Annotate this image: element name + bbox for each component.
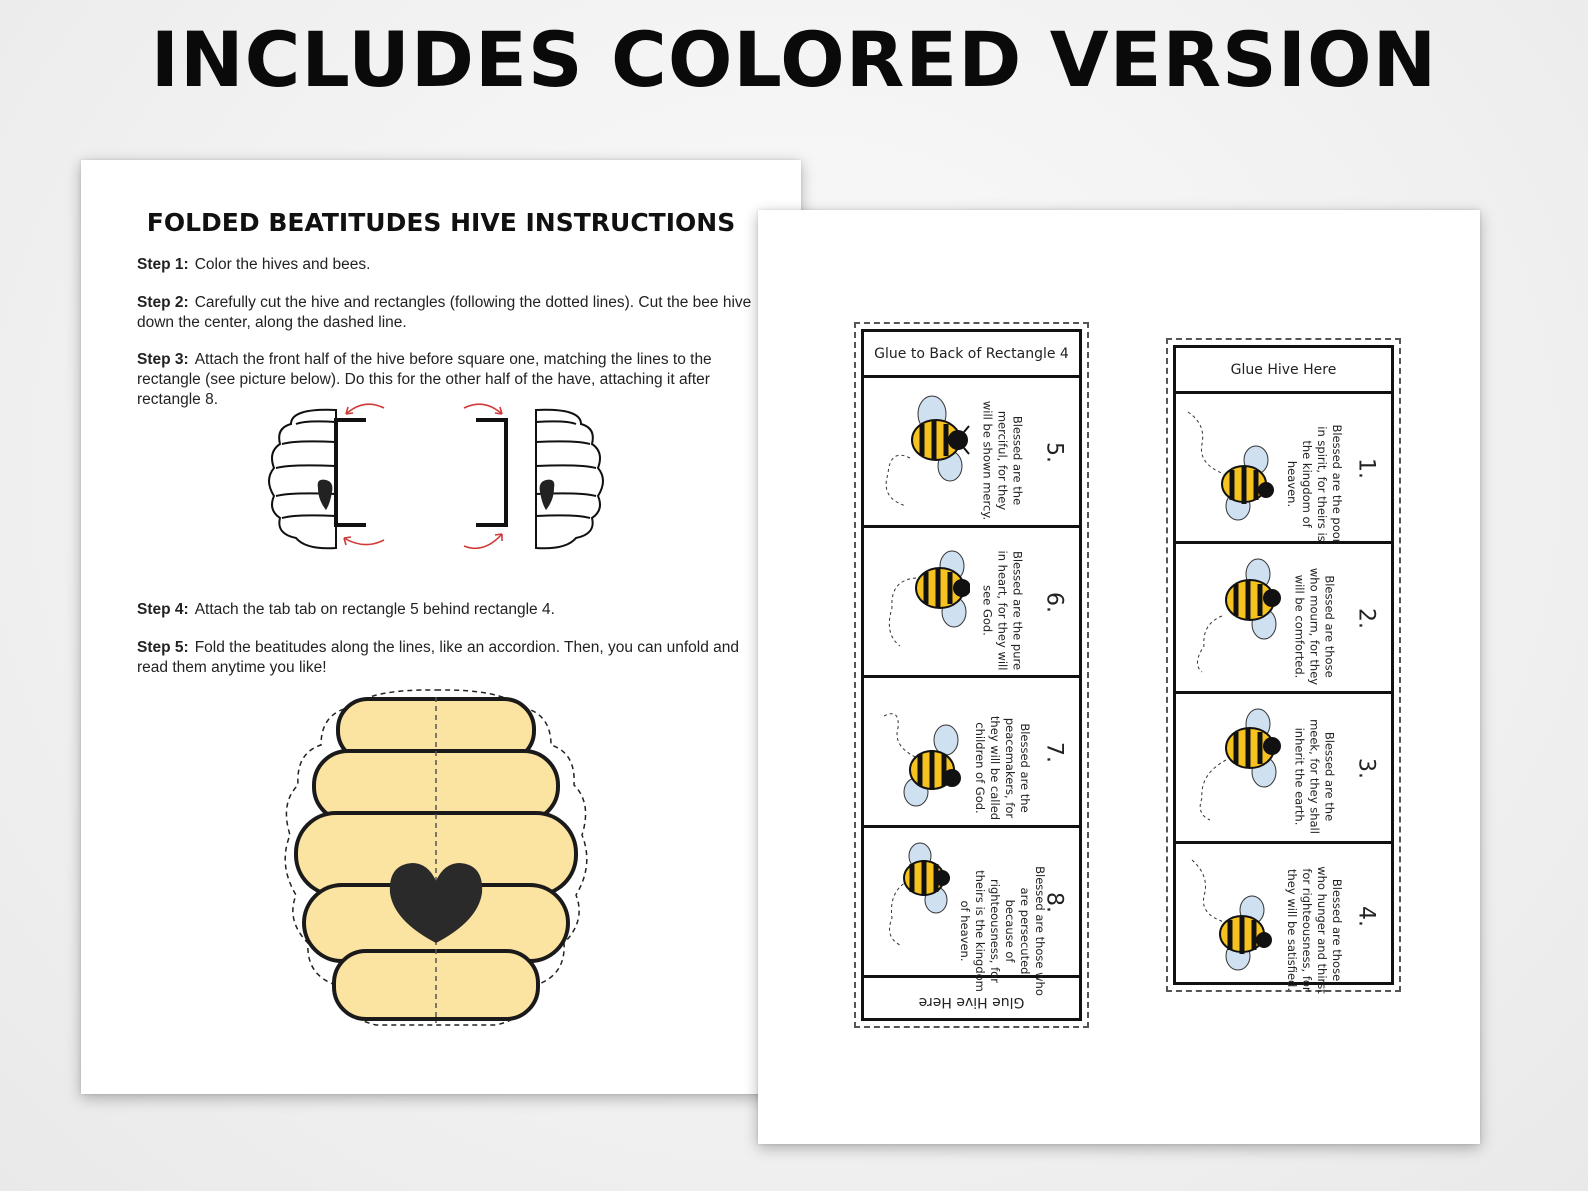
beatitude-card-5 bbox=[864, 378, 1079, 528]
step-text: Color the hives and bees. bbox=[194, 256, 371, 273]
rectangle-edge-right bbox=[476, 420, 506, 525]
bee-icon bbox=[870, 838, 970, 968]
bee-icon bbox=[870, 388, 970, 518]
card-number: 8. bbox=[1041, 892, 1067, 913]
step-2 bbox=[137, 293, 757, 333]
rectangle-edge-left bbox=[336, 420, 366, 525]
card-number: 7. bbox=[1041, 742, 1067, 763]
glue-label: Glue Hive Here bbox=[1230, 361, 1337, 378]
step-text: Attach the front half of the hive before square one, matching the lines to the rectangle (see picture below). Do this for the other half of the have, attaching it after rectangle 8. bbox=[137, 351, 712, 408]
card-text: Blessed are the peacemakers, for they will be called children of God. bbox=[973, 715, 1032, 821]
step-label: Step 1: bbox=[137, 256, 189, 273]
beatitude-card-8 bbox=[864, 828, 1079, 996]
card-text: Blessed are those who are persecuted because of righteousness, for theirs is the kingdom of heaven. bbox=[958, 866, 1047, 996]
bee-icon bbox=[1182, 554, 1282, 684]
step-text: Carefully cut the hive and rectangles (following the dotted lines). Cut the bee hive down the center, along the dashed line. bbox=[137, 294, 752, 331]
hive-attach-diagram bbox=[266, 400, 606, 560]
glue-tab-bottom bbox=[864, 978, 1079, 1026]
step-label: Step 4: bbox=[137, 601, 189, 618]
step-label: Step 2: bbox=[137, 294, 189, 311]
beatitudes-strip-1-4 bbox=[1166, 338, 1401, 992]
bee-icon bbox=[1182, 704, 1282, 834]
card-text: Blessed are those who hunger and thirst for righteousness, for they will be satisfied. bbox=[1285, 866, 1344, 994]
step-5 bbox=[137, 638, 757, 678]
bee-icon bbox=[1182, 404, 1282, 534]
card-number: 6. bbox=[1041, 592, 1067, 613]
strip-frame bbox=[1173, 345, 1394, 994]
beatitude-card-3 bbox=[1176, 694, 1391, 844]
strips-page bbox=[758, 210, 1480, 1144]
beatitude-card-7 bbox=[864, 678, 1079, 828]
card-text: Blessed are those who mourn, for they will be comforted. bbox=[1292, 567, 1337, 686]
beatitude-card-2 bbox=[1176, 544, 1391, 694]
instructions-title: FOLDED BEATITUDES HIVE INSTRUCTIONS bbox=[146, 208, 736, 237]
bee-icon bbox=[1182, 852, 1282, 982]
card-text: Blessed are the meek, for they shall inherit the earth. bbox=[1292, 719, 1337, 834]
beatitude-card-1 bbox=[1176, 394, 1391, 544]
card-text: Blessed are the poor in spirit, for theirs is the kingdom of heaven. bbox=[1285, 424, 1344, 544]
bee-icon bbox=[870, 688, 970, 818]
card-number: 1. bbox=[1353, 458, 1379, 479]
card-text: Blessed are the pure in heart, for they will see God. bbox=[980, 550, 1025, 671]
beatitude-card-4 bbox=[1176, 844, 1391, 994]
bee-icon bbox=[870, 538, 970, 668]
glue-tab-top bbox=[864, 332, 1079, 378]
beatitude-card-6 bbox=[864, 528, 1079, 678]
step-text: Attach the tab tab on rectangle 5 behind rectangle 4. bbox=[194, 601, 555, 618]
glue-label: Glue to Back of Rectangle 4 bbox=[874, 345, 1069, 362]
step-1 bbox=[137, 255, 757, 275]
card-text: Blessed are the merciful, for they will be shown mercy. bbox=[980, 400, 1025, 521]
card-number: 4. bbox=[1353, 906, 1379, 927]
step-text: Fold the beatitudes along the lines, like an accordion. Then, you can unfold and read them anytime you like! bbox=[137, 639, 739, 676]
glue-label: Glue Hive Here bbox=[918, 994, 1025, 1010]
card-number: 3. bbox=[1353, 758, 1379, 779]
beehive-colored-icon bbox=[276, 685, 596, 1030]
instructions-page bbox=[81, 160, 801, 1094]
step-label: Step 5: bbox=[137, 639, 189, 656]
curved-arrow-icon bbox=[464, 534, 502, 548]
strip-frame bbox=[861, 329, 1082, 1021]
beehive-outline-right-icon bbox=[536, 410, 603, 549]
banner-title: INCLUDES COLORED VERSION bbox=[150, 15, 1438, 104]
card-number: 2. bbox=[1353, 608, 1379, 629]
glue-tab-top bbox=[1176, 348, 1391, 394]
curved-arrow-icon bbox=[344, 538, 384, 545]
beatitudes-strip-5-8 bbox=[854, 322, 1089, 1028]
step-label: Step 3: bbox=[137, 351, 189, 368]
step-4 bbox=[137, 600, 757, 620]
beehive-outline-left-icon bbox=[269, 410, 336, 549]
card-number: 5. bbox=[1041, 442, 1067, 463]
